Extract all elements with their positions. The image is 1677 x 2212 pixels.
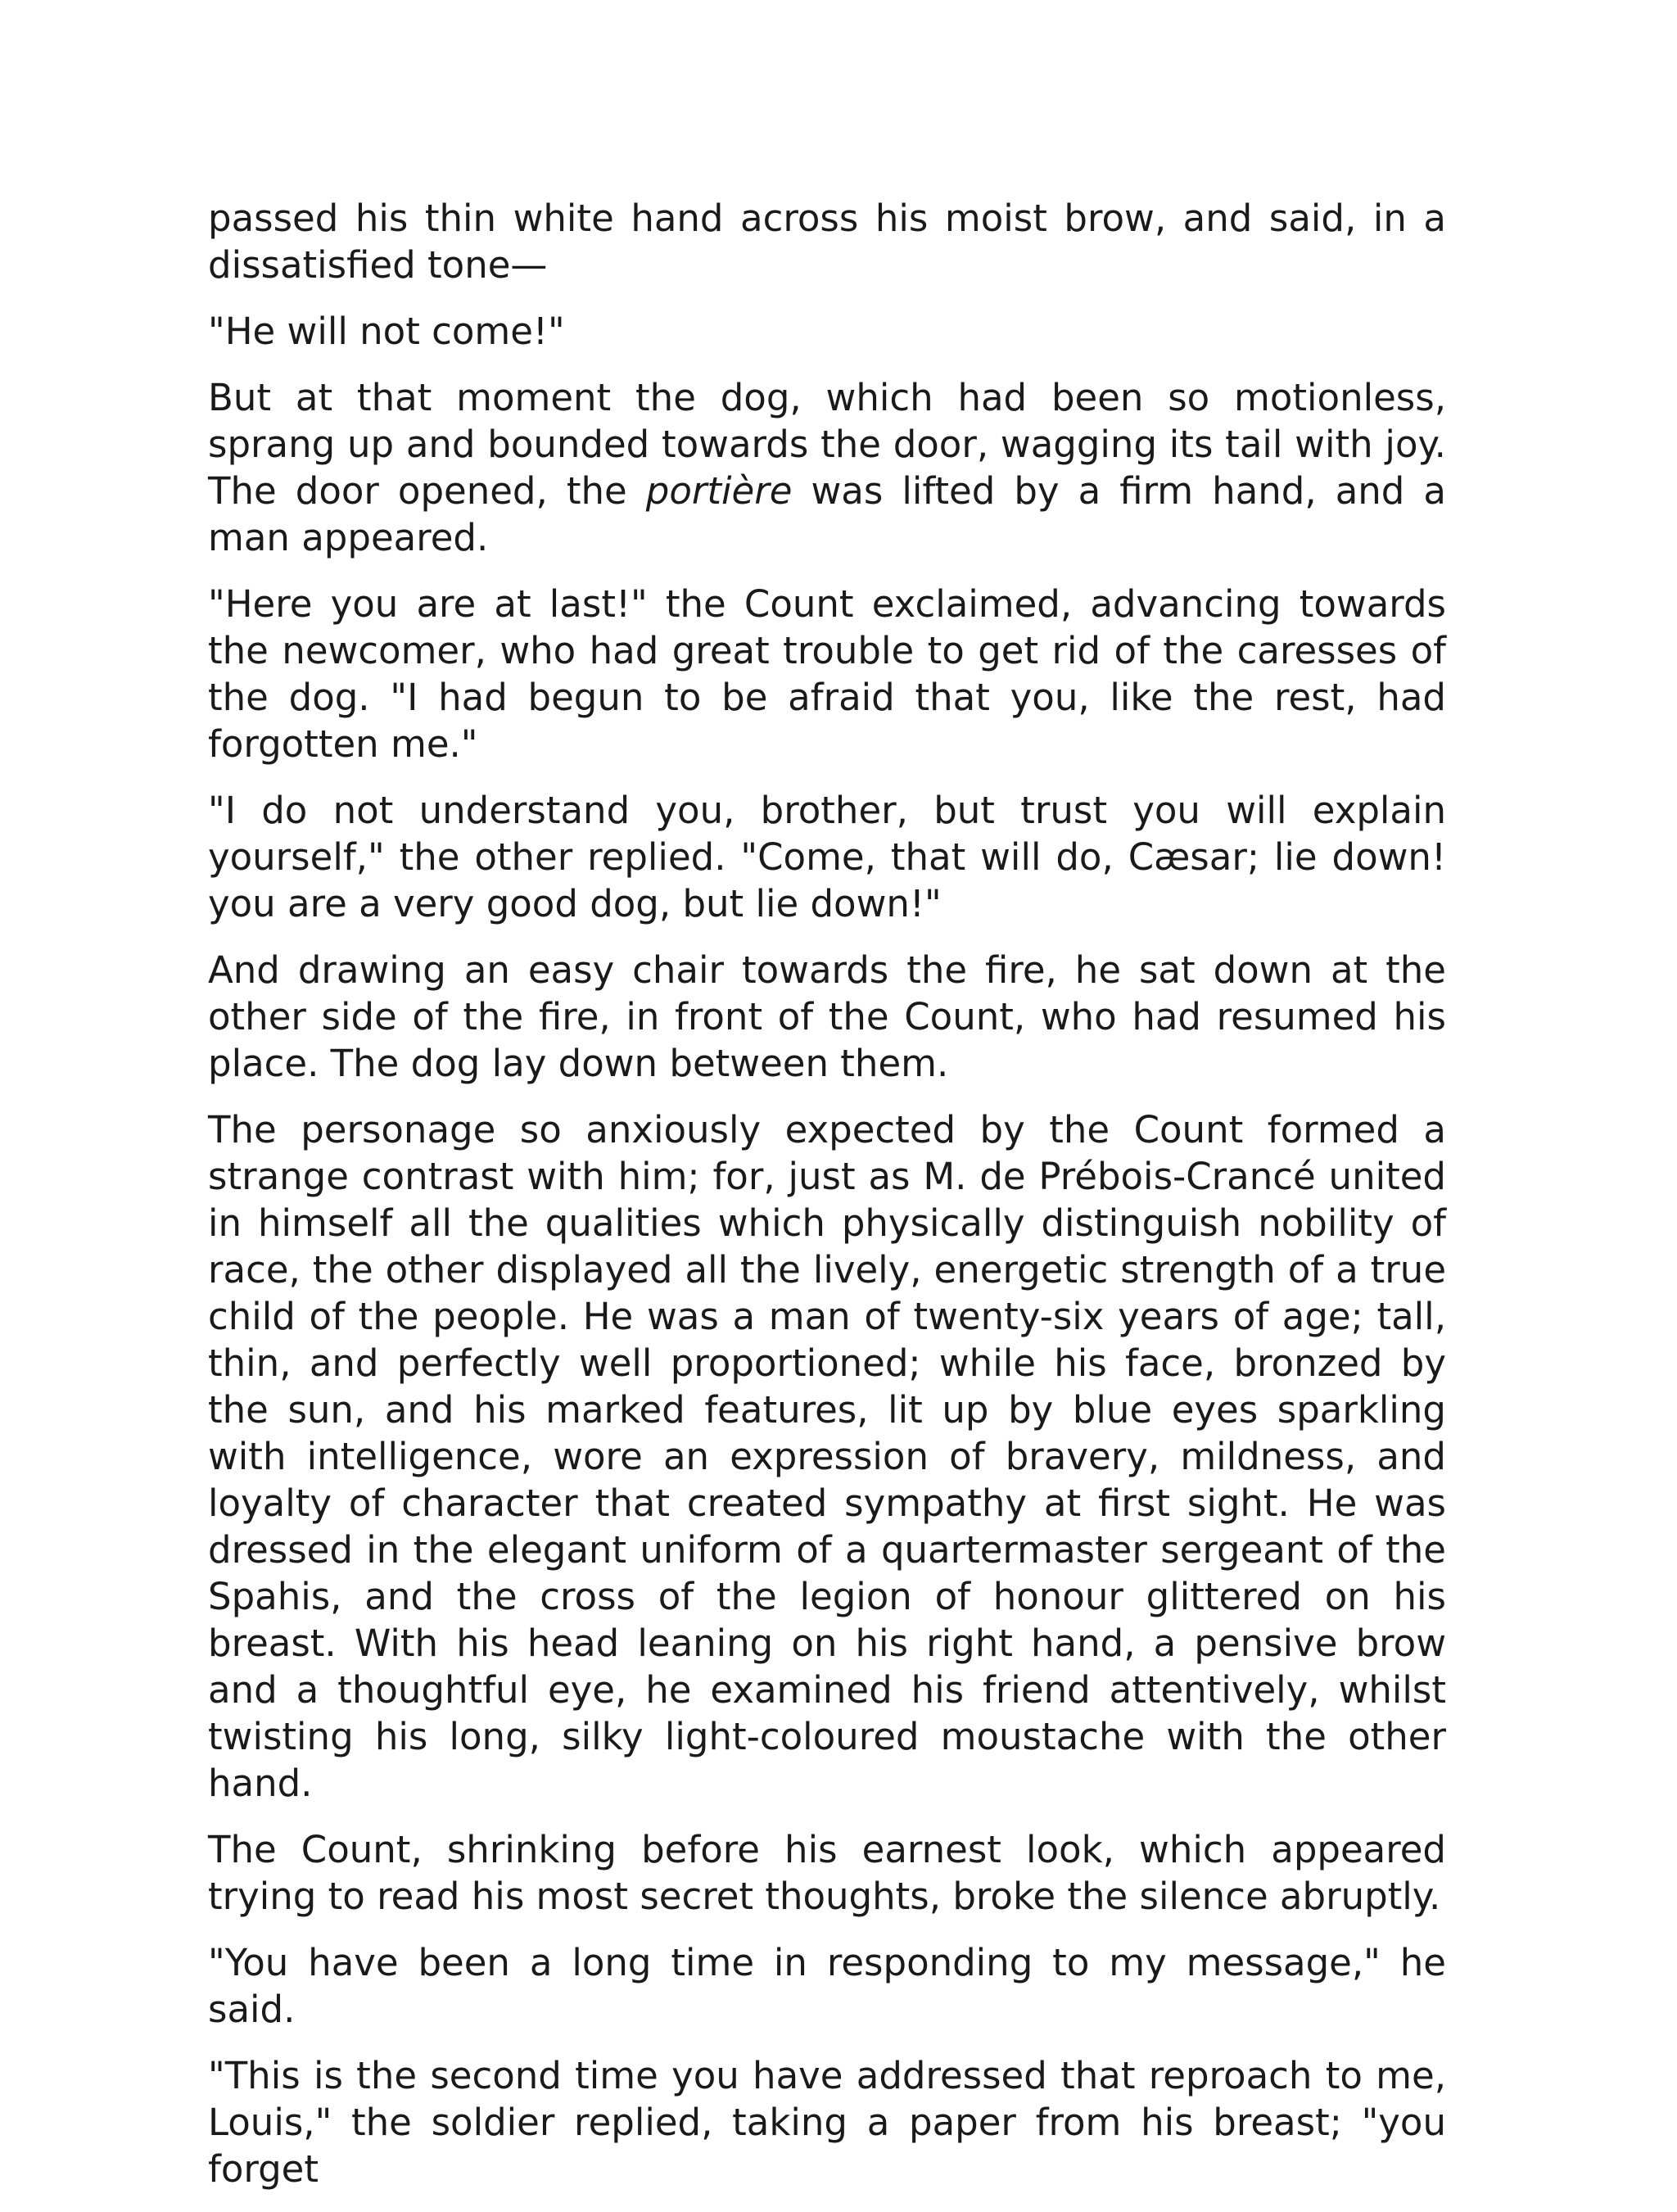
paragraph-3-after: was lifted by a firm hand, and a man appeared.	[208, 469, 1447, 559]
book-page	[208, 195, 1446, 2212]
paragraph-3	[208, 374, 1446, 561]
paragraph-9: "You have been a long time in responding to my message," he said.	[208, 1941, 1446, 2031]
paragraph-6: And drawing an easy chair towards the fire, he sat down at the other side of the fire, in front of the Count, who had resumed his place. The dog lay down between them.	[208, 948, 1446, 1085]
paragraph-1: passed his thin white hand across his moist brow, and said, in a dissatisfied tone—	[208, 197, 1446, 287]
paragraph-4: "Here you are at last!" the Count exclaimed, advancing towards the newcomer, who had great trouble to get rid of the caresses of the dog. "I had begun to be afraid that you, like the rest, had forgotten me."	[208, 582, 1446, 766]
paragraph-8: The Count, shrinking before his earnest look, which appeared trying to read his most secret thoughts, broke the silence abruptly.	[208, 1828, 1446, 1918]
paragraph-2: "He will not come!"	[208, 310, 565, 353]
paragraph-3-before: But at that moment the dog, which had been so motionless, sprang up and bounded towards the door, wagging its tail with joy. The door opened, the	[208, 376, 1446, 513]
italic-word-portiere: portière	[645, 469, 793, 513]
paragraph-7: The personage so anxiously expected by the Count formed a strange contrast with him; for, just as M. de Prébois-Crancé united in himself all the qualities which physically distinguish nobility of race, the other displayed all the lively, energetic strength of a true child of the people. He was a man of twenty-six years of age; tall, thin, and perfectly well proportioned; while his face, bronzed by the sun, and his marked features, lit up by blue eyes sparkling with intelligence, wore an expression of bravery, mildness, and loyalty of character that created sympathy at first sight. He was dressed in the elegant uniform of a quartermaster sergeant of the Spahis, and the cross of the legion of honour glittered on his breast. With his head leaning on his right hand, a pensive brow and a thoughtful eye, he examined his friend attentively, whilst twisting his long, silky light-coloured moustache with the other hand.	[208, 1108, 1446, 1805]
paragraph-5: "I do not understand you, brother, but trust you will explain yourself," the other replied. "Come, that will do, Cæsar; lie down! you are a very good dog, but lie down!"	[208, 789, 1446, 925]
paragraph-10: "This is the second time you have addressed that reproach to me, Louis," the soldier replied, taking a paper from his breast; "you forget	[208, 2054, 1446, 2191]
